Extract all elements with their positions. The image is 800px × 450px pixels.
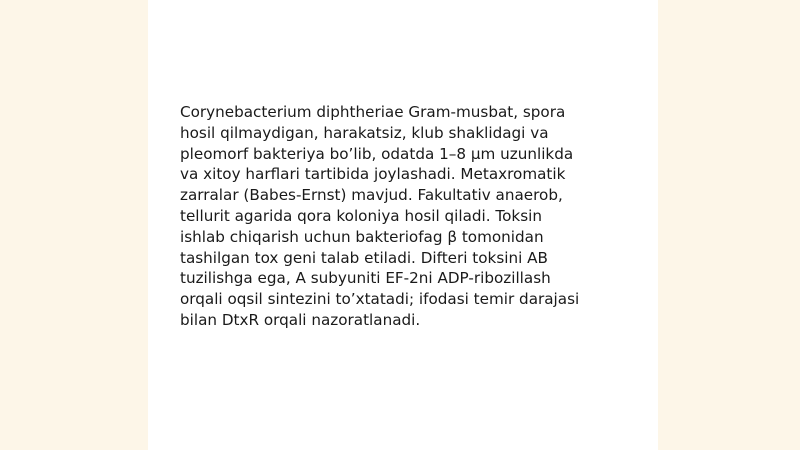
paragraph-line: tellurit agarida qora koloniya hosil qiladi. Toksin bbox=[180, 206, 542, 225]
paragraph-line: ishlab chiqarish uchun bakteriofag β tomonidan bbox=[180, 227, 544, 246]
paragraph-line: pleomorf bakteriya bo’lib, odatda 1–8 µm uzunlikda bbox=[180, 144, 574, 163]
paragraph-line: bilan DtxR orqali nazoratlanadi. bbox=[180, 310, 421, 329]
paragraph-line: zarralar (Babes-Ernst) mavjud. Fakultativ anaerob, bbox=[180, 186, 563, 205]
body-paragraph bbox=[180, 102, 630, 331]
document-page bbox=[148, 0, 658, 450]
paragraph-line: tuzilishga ega, A subyuniti EF-2ni ADP-ribozillash bbox=[180, 269, 551, 288]
paragraph-line: tashilgan tox geni talab etiladi. Difteri toksini AB bbox=[180, 248, 548, 267]
paragraph-line: hosil qilmaydigan, harakatsiz, klub shaklidagi va bbox=[180, 123, 549, 142]
paragraph-line: orqali oqsil sintezini to’xtatadi; ifodasi temir darajasi bbox=[180, 290, 580, 309]
paragraph-line: Corynebacterium diphtheriae Gram-musbat, spora bbox=[180, 103, 566, 121]
paragraph-line: va xitoy harflari tartibida joylashadi. Metaxromatik bbox=[180, 165, 566, 184]
